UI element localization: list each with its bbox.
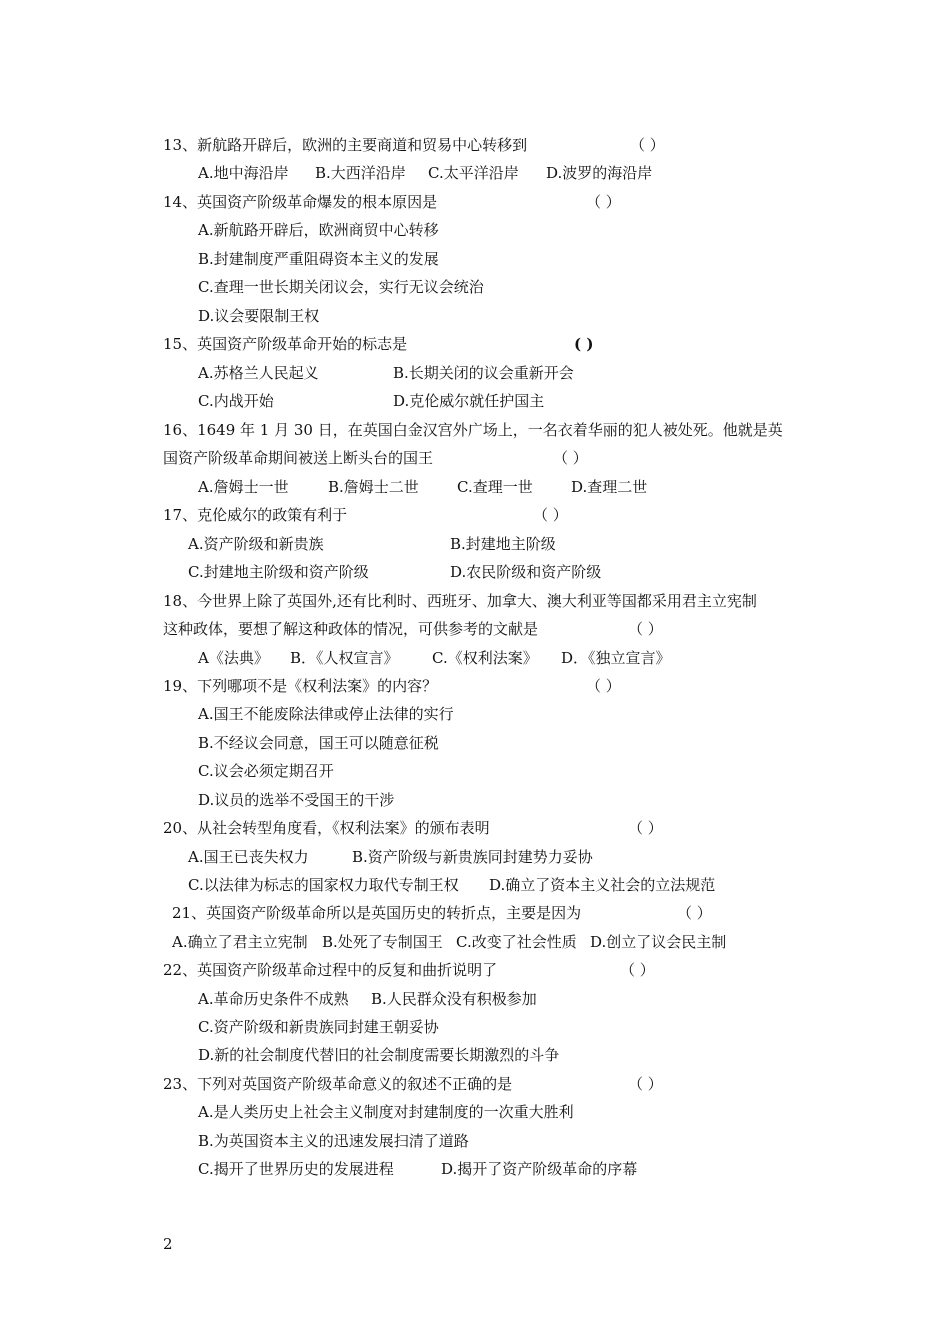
- question-15-option-c: C.内战开始: [198, 392, 274, 410]
- question-21-answer-bracket: （ ）: [677, 904, 712, 922]
- question-21-option-b: B.处死了专制国王: [322, 933, 443, 951]
- question-16-option-b: B.詹姆士二世: [328, 478, 419, 496]
- question-14-option-d: D.议会要限制王权: [198, 307, 320, 325]
- question-22-answer-bracket: （ ）: [620, 961, 655, 979]
- question-21-option-a: A.确立了君主立宪制: [172, 933, 308, 951]
- page-number: 2: [163, 1235, 173, 1253]
- question-19-option-a: A.国王不能废除法律或停止法律的实行: [198, 705, 454, 723]
- question-17-option-d: D.农民阶级和资产阶级: [450, 563, 602, 581]
- question-17-option-a: A.资产阶级和新贵族: [188, 535, 324, 553]
- question-17-stem: 17、克伦威尔的政策有利于: [163, 506, 348, 524]
- question-19-option-d: D.议员的选举不受国王的干涉: [198, 791, 395, 809]
- question-18-option-b: B．《人权宣言》: [290, 649, 399, 667]
- question-20-option-c: C.以法律为标志的国家权力取代专制王权: [188, 876, 459, 894]
- question-18-stem-continued: 这种政体，要想了解这种政体的情况，可供参考的文献是: [163, 620, 539, 638]
- question-15-stem: 15、英国资产阶级革命开始的标志是: [163, 335, 408, 353]
- question-16-answer-bracket: （ ）: [553, 449, 588, 467]
- question-19-answer-bracket: （ ）: [586, 677, 621, 695]
- question-23-option-c: C.揭开了世界历史的发展进程: [198, 1160, 394, 1178]
- question-22-option-c: C.资产阶级和新贵族同封建王朝妥协: [198, 1018, 439, 1036]
- question-14-answer-bracket: （ ）: [586, 193, 621, 211]
- question-14-option-c: C.查理一世长期关闭议会，实行无议会统治: [198, 278, 484, 296]
- question-13-answer-bracket: （ ）: [630, 136, 665, 154]
- question-15-option-b: B.长期关闭的议会重新开会: [393, 364, 574, 382]
- question-14-stem: 14、英国资产阶级革命爆发的根本原因是: [163, 193, 438, 211]
- question-23-answer-bracket: （ ）: [628, 1075, 663, 1093]
- question-18-option-c: C.《权利法案》: [432, 649, 538, 667]
- question-21-option-d: D.创立了议会民主制: [590, 933, 727, 951]
- question-23-option-a: A.是人类历史上社会主义制度对封建制度的一次重大胜利: [198, 1103, 574, 1121]
- question-15-option-d: D.克伦威尔就任护国主: [393, 392, 545, 410]
- question-14-option-a: A.新航路开辟后，欧洲商贸中心转移: [198, 221, 439, 239]
- question-13-option-a: A.地中海沿岸: [198, 164, 289, 182]
- question-20-option-d: D.确立了资本主义社会的立法规范: [489, 876, 716, 894]
- question-23-option-d: D.揭开了资产阶级革命的序幕: [441, 1160, 638, 1178]
- question-18-option-d: D．《独立宣言》: [561, 649, 671, 667]
- question-16-stem-continued: 国资产阶级革命期间被送上断头台的国王: [163, 449, 434, 467]
- question-15-option-a: A.苏格兰人民起义: [198, 364, 319, 382]
- question-16-option-a: A.詹姆士一世: [198, 478, 289, 496]
- question-13-option-b: B.大西洋沿岸: [315, 164, 406, 182]
- question-23-stem: 23、下列对英国资产阶级革命意义的叙述不正确的是: [163, 1075, 513, 1093]
- question-22-option-b: B.人民群众没有积极参加: [371, 990, 537, 1008]
- question-22-stem: 22、英国资产阶级革命过程中的反复和曲折说明了: [163, 961, 498, 979]
- question-16-stem: 16、1649 年 1 月 30 日，在英国白金汉宫外广场上，一名衣着华丽的犯人被处死。他就是英: [163, 421, 783, 439]
- question-17-option-c: C.封建地主阶级和资产阶级: [188, 563, 369, 581]
- question-17-answer-bracket: （ ）: [533, 506, 568, 524]
- question-16-option-d: D.查理二世: [571, 478, 648, 496]
- question-13-option-d: D.波罗的海沿岸: [546, 164, 653, 182]
- question-19-option-b: B.不经议会同意，国王可以随意征税: [198, 734, 439, 752]
- question-13-option-c: C.太平洋沿岸: [428, 164, 519, 182]
- question-16-option-c: C.查理一世: [457, 478, 533, 496]
- question-17-option-b: B.封建地主阶级: [450, 535, 556, 553]
- question-21-stem: 21、英国资产阶级革命所以是英国历史的转折点，主要是因为: [172, 904, 582, 922]
- question-21-option-c: C.改变了社会性质: [456, 933, 577, 951]
- question-20-answer-bracket: （ ）: [628, 819, 663, 837]
- question-20-option-b: B.资产阶级与新贵族同封建势力妥协: [352, 848, 593, 866]
- question-20-stem: 20、从社会转型角度看，《权利法案》的颁布表明: [163, 819, 490, 837]
- question-18-stem: 18、今世界上除了英国外,还有比利时、西班牙、加拿大、澳大利亚等国都采用君主立宪制: [163, 592, 757, 610]
- question-22-option-d: D.新的社会制度代替旧的社会制度需要长期激烈的斗争: [198, 1046, 560, 1064]
- question-13-stem: 13、新航路开辟后，欧洲的主要商道和贸易中心转移到: [163, 136, 528, 154]
- question-22-option-a: A.革命历史条件不成熟: [198, 990, 349, 1008]
- question-18-option-a: A《法典》: [198, 649, 269, 667]
- question-23-option-b: B.为英国资本主义的迅速发展扫清了道路: [198, 1132, 469, 1150]
- question-20-option-a: A.国王已丧失权力: [188, 848, 309, 866]
- question-19-option-c: C.议会必须定期召开: [198, 762, 334, 780]
- question-15-answer-bracket: ( ): [574, 335, 594, 353]
- question-19-stem: 19、下列哪项不是《权利法案》的内容？: [163, 677, 438, 695]
- question-14-option-b: B.封建制度严重阻碍资本主义的发展: [198, 250, 439, 268]
- question-18-answer-bracket: （ ）: [628, 620, 663, 638]
